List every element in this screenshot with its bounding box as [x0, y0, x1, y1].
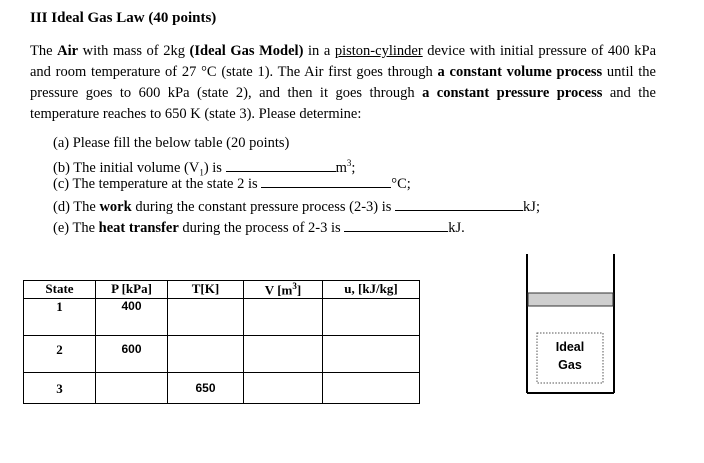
ideal-gas-model-term: (Ideal Gas Model) — [189, 43, 304, 59]
question-a: (a) Please fill the below table (20 points) — [53, 135, 290, 151]
gas-label: Ideal Gas — [555, 340, 585, 372]
volume-cell[interactable] — [244, 373, 323, 404]
pressure-cell[interactable] — [96, 373, 168, 404]
question-e: (e) The heat transfer during the process of 2-3 is kJ. — [53, 220, 465, 236]
question-c: (c) The temperature at the state 2 is °C; — [53, 176, 411, 192]
answer-blank-e[interactable] — [344, 218, 448, 232]
pressure-cell[interactable]: 400 — [96, 299, 168, 336]
table-row — [24, 299, 420, 336]
state-cell: 1 — [24, 299, 96, 336]
piston — [528, 293, 613, 306]
pressure-cell[interactable]: 600 — [96, 336, 168, 373]
header-pressure: P [kPa] — [96, 281, 168, 299]
question-d: (d) The work during the constant pressure process (2-3) is kJ; — [53, 199, 540, 215]
temperature-cell[interactable] — [168, 299, 244, 336]
answer-blank-b[interactable] — [226, 158, 336, 172]
problem-statement: The Air with mass of 2kg (Ideal Gas Model) in a piston-cylinder device with initial pressure of 400 kPa and room temperature of 27 °C (state 1). The Air first goes through a constant volume process until the pressure goes to 600 kPa (state 2), and then it goes through a constant pressure process and the temperature reaches to 650 K (state 3). Please determine: — [30, 43, 657, 122]
piston-cylinder-diagram — [526, 254, 616, 394]
header-state: State — [24, 281, 96, 299]
internal-energy-cell[interactable] — [323, 336, 420, 373]
answer-blank-c[interactable] — [261, 174, 391, 188]
header-temperature: T[K] — [168, 281, 244, 299]
constant-volume-term: a constant volume process — [437, 64, 603, 80]
table-row — [24, 336, 420, 373]
table-row — [24, 373, 420, 404]
volume-cell[interactable] — [244, 299, 323, 336]
temperature-cell[interactable]: 650 — [168, 373, 244, 404]
state-table — [23, 280, 420, 404]
internal-energy-cell[interactable] — [323, 299, 420, 336]
header-volume: V $[m^3]$ — [244, 281, 323, 299]
air-term: Air — [57, 43, 79, 59]
internal-energy-cell[interactable] — [323, 373, 420, 404]
table-header-row — [24, 281, 420, 299]
state-cell: 2 — [24, 336, 96, 373]
header-internal-energy: u, [kJ/kg] — [323, 281, 420, 299]
answer-blank-d[interactable] — [395, 197, 523, 211]
volume-cell[interactable] — [244, 336, 323, 373]
device-term: piston-cylinder — [334, 43, 423, 59]
constant-pressure-term: a constant pressure process — [422, 85, 603, 101]
section-title: III Ideal Gas Law (40 points) — [30, 10, 217, 26]
question-b: (b) The initial volume $(V_1)$ is $m^3$; — [53, 158, 356, 178]
temperature-cell[interactable] — [168, 336, 244, 373]
state-cell: 3 — [24, 373, 96, 404]
